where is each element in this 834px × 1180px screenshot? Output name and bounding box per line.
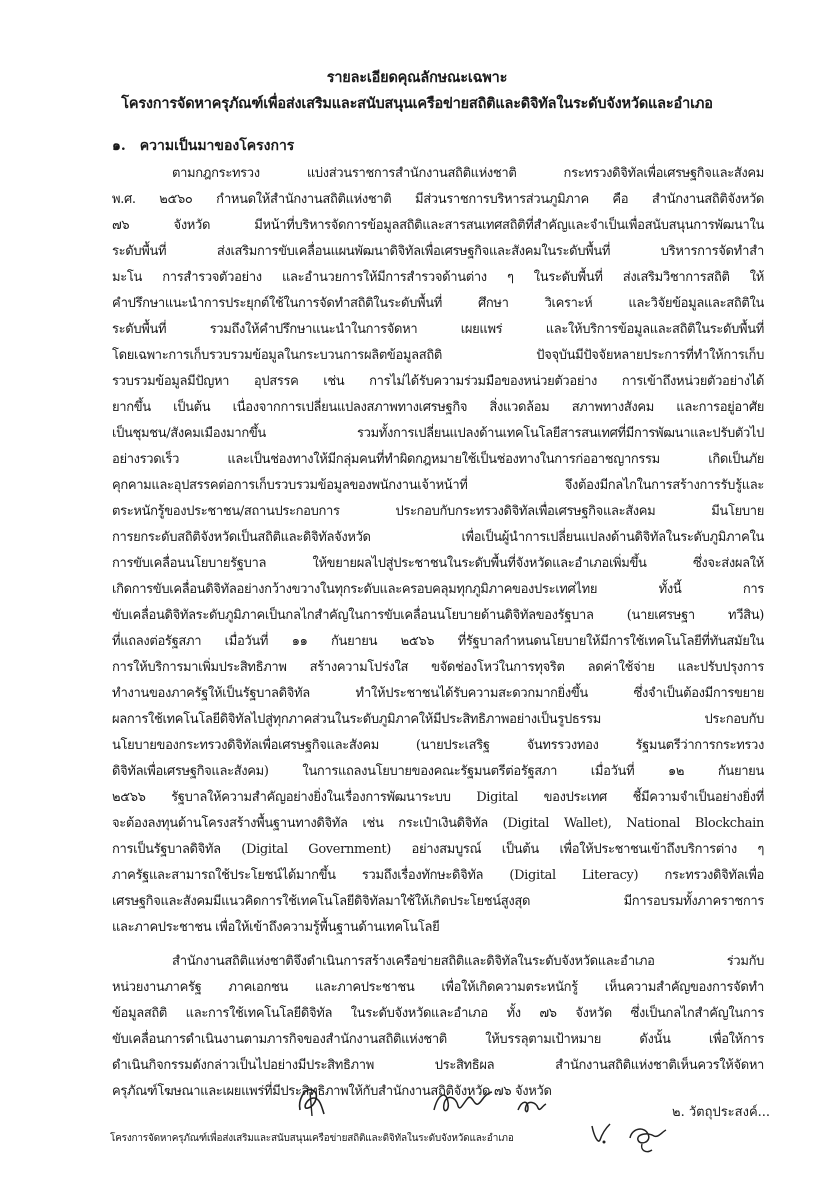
signature-initial-2 (428, 1084, 498, 1118)
paragraph-line: การขับเคลื่อนนโยบายรัฐบาล ให้ขยายผลไปสู่ประชาชนในระดับพื้นที่จังหวัดและอำเภอเพิ่มขึ้น ซึ่งจะส่งผลให้ (112, 556, 764, 571)
paragraph-line: ตามกฎกระทรวง แบ่งส่วนราชการสำนักงานสถิติแห่งชาติ กระทรวงดิจิทัลเพื่อเศรษฐกิจและสังคม (172, 166, 764, 181)
section-number: ๑. (112, 138, 126, 154)
paragraph-line: มะโน การสำรวจตัวอย่าง และอำนวยการให้มีการสำรวจด้านต่าง ๆ ในระดับพื้นที่ ส่งเสริมวิชาการสถิติ ให้ (112, 270, 764, 285)
paragraph-line: พ.ศ. ๒๕๖๐ กำหนดให้สำนักงานสถิติแห่งชาติ มีส่วนราชการบริหารส่วนภูมิภาค คือ สำนักงานสถิติจังหวัด (112, 192, 764, 207)
signature-initial-3 (514, 1094, 548, 1118)
paragraph-line: ระดับพื้นที่ รวมถึงให้คำปรึกษาแนะนำในการจัดหา เผยแพร่ และให้บริการข้อมูลและสถิติในระดับพื้นที่ (112, 322, 764, 337)
paragraph-line: รวบรวมข้อมูลมีปัญหา อุปสรรค เช่น การไม่ได้รับความร่วมมือของหน่วยตัวอย่าง การเข้าถึงหน่วยตัวอย่างได้ (112, 374, 764, 389)
paragraph-line: ขับเคลื่อนดิจิทัลระดับภูมิภาคเป็นกลไกสำคัญในการขับเคลื่อนนโยบายด้านดิจิทัลของรัฐบาล (นายเศรษฐา ทวีสิน) (112, 608, 764, 623)
paragraph-line: อย่างรวดเร็ว และเป็นช่องทางให้มีกลุ่มคนที่ทำผิดกฎหมายใช้เป็นช่องทางในการก่ออาชญากรรม เกิดเป็นภัย (112, 452, 764, 467)
paragraph-line: ที่แถลงต่อรัฐสภา เมื่อวันที่ ๑๑ กันยายน ๒๕๖๖ ที่รัฐบาลกำหนดนโยบายให้มีการใช้เทคโนโลยีที่ทันสมัยใน (112, 634, 764, 649)
paragraph-background (112, 161, 764, 941)
paragraph-line: ขับเคลื่อนการดำเนินงานตามภารกิจของสำนักงานสถิติแห่งชาติ ให้บรรลุตามเป้าหมาย ดังนั้น เพื่อให้การ (112, 1032, 764, 1047)
paragraph-line: หน่วยงานภาครัฐ ภาคเอกชน และภาคประชาชน เพื่อให้เกิดความตระหนักรู้ เห็นความสำคัญของการจัดทำ (112, 980, 764, 995)
paragraph-line: ระดับพื้นที่ ส่งเสริมการขับเคลื่อนแผนพัฒนาดิจิทัลเพื่อเศรษฐกิจและสังคมในระดับพื้นที่ บริหารการจัดทำสำ (112, 244, 764, 259)
paragraph-line: ๗๖ จังหวัด มีหน้าที่บริหารจัดการข้อมูลสถิติและสารสนเทศสถิติที่สำคัญและจำเป็นเพื่อสนับสนุนการพัฒนาใน (112, 218, 764, 233)
paragraph-line: เกิดการขับเคลื่อนดิจิทัลอย่างกว้างขวางในทุกระดับและครอบคลุมทุกภูมิภาคของประเทศไทย ทั้งนี้ การ (112, 582, 764, 597)
signature-initial-5 (622, 1118, 670, 1158)
paragraph-rationale (112, 949, 764, 1105)
signature-initial-1 (290, 1080, 338, 1120)
paragraph-line: จะต้องลงทุนด้านโครงสร้างพื้นฐานทางดิจิทัล เช่น กระเป๋าเงินดิจิทัล (Digital Wallet), National Blockchain (112, 816, 764, 831)
paragraph-line: ยากขึ้น เป็นต้น เนื่องจากการเปลี่ยนแปลงสภาพทางเศรษฐกิจ สิ่งแวดล้อม สภาพทางสังคม และการอยู่อาศัย (112, 400, 764, 415)
paragraph-line: ผลการใช้เทคโนโลยีดิจิทัลไปสู่ทุกภาคส่วนในระดับภูมิภาคให้มีประสิทธิภาพอย่างเป็นรูปธรรม ประกอบกับ (112, 712, 764, 727)
paragraph-line: ข้อมูลสถิติ และการใช้เทคโนโลยีดิจิทัล ในระดับจังหวัดและอำเภอ ทั้ง ๗๖ จังหวัด ซึ่งเป็นกลไกสำคัญในการ (112, 1006, 764, 1021)
paragraph-line: นโยบายของกระทรวงดิจิทัลเพื่อเศรษฐกิจและสังคม (นายประเสริฐ จันทรรวงทอง รัฐมนตรีว่าการกระทรวง (112, 738, 764, 753)
paragraph-line: สำนักงานสถิติแห่งชาติจึงดำเนินการสร้างเครือข่ายสถิติและดิจิทัลในระดับจังหวัดและอำเภอ ร่วมกับ (172, 954, 764, 969)
section-heading (112, 135, 308, 157)
paragraph-line: เป็นชุมชน/สังคมเมืองมากขึ้น รวมทั้งการเปลี่ยนแปลงด้านเทคโนโลยีสารสนเทศที่มีการพัฒนาและปรับตัวไป (112, 426, 764, 441)
next-page-indicator: ๒. วัตถุประสงค์... (672, 1105, 771, 1120)
paragraph-line: ดำเนินกิจกรรมดังกล่าวเป็นไปอย่างมีประสิทธิภาพ ประสิทธิผล สำนักงานสถิติแห่งชาติเห็นควรให้จัดหา (112, 1058, 764, 1073)
paragraph-line: ดิจิทัลเพื่อเศรษฐกิจและสังคม) ในการแถลงนโยบายของคณะรัฐมนตรีต่อรัฐสภา เมื่อวันที่ ๑๒ กันยายน (112, 764, 764, 779)
document-title: รายละเอียดคุณลักษณะเฉพาะ (326, 69, 508, 86)
paragraph-line: ภาครัฐและสามารถใช้ประโยชน์ได้มากขึ้น รวมถึงเรื่องทักษะดิจิทัล (Digital Literacy) กระทรวงดิจิทัลเพื่อ (112, 868, 764, 883)
paragraph-line: ตระหนักรู้ของประชาชน/สถานประกอบการ ประกอบกับกระทรวงดิจิทัลเพื่อเศรษฐกิจและสังคม มีนโยบาย (112, 504, 764, 519)
paragraph-line: การยกระดับสถิติจังหวัดเป็นสถิติและดิจิทัลจังหวัด เพื่อเป็นผู้นำการเปลี่ยนแปลงด้านดิจิทัลในระดับภูมิภาคใน (112, 530, 764, 545)
project-title: โครงการจัดหาครุภัณฑ์เพื่อส่งเสริมและสนับสนุนเครือข่ายสถิติและดิจิทัลในระดับจังหวัดและอำเภอ (121, 95, 713, 112)
paragraph-line: ทำงานของภาครัฐให้เป็นรัฐบาลดิจิทัล ทำให้ประชาชนได้รับความสะดวกมากยิ่งขึ้น ซึ่งจำเป็นต้องมีการขยาย (112, 686, 764, 701)
section-title: ความเป็นมาของโครงการ (139, 138, 295, 154)
page-footer: โครงการจัดหาครุภัณฑ์เพื่อส่งเสริมและสนับสนุนเครือข่ายสถิติและดิจิทัลในระดับจังหวัดและอำเภอ (110, 1133, 514, 1144)
signature-initial-4 (588, 1118, 616, 1148)
paragraph-line: คำปรึกษาแนะนำการประยุกต์ใช้ในการจัดทำสถิติในระดับพื้นที่ ศึกษา วิเคราะห์ และวิจัยข้อมูลและสถิติใน (112, 296, 764, 311)
paragraph-line: คุกคามและอุปสรรคต่อการเก็บรวบรวมข้อมูลของพนักงานเจ้าหน้าที่ จึงต้องมีกลไกในการสร้างการรับรู้และ (112, 478, 764, 493)
paragraph-line: และภาคประชาชน เพื่อให้เข้าถึงความรู้พื้นฐานด้านเทคโนโลยี (112, 920, 440, 935)
paragraph-line: โดยเฉพาะการเก็บรวบรวมข้อมูลในกระบวนการผลิตข้อมูลสถิติ ปัจจุบันมีปัจจัยหลายประการที่ทำให้การเก็บ (112, 348, 764, 363)
paragraph-line: การให้บริการมาเพิ่มประสิทธิภาพ สร้างความโปร่งใส ขจัดช่องโหว่ในการทุจริต ลดค่าใช้จ่าย และปรับปรุงการ (112, 660, 764, 675)
paragraph-line: การเป็นรัฐบาลดิจิทัล (Digital Government) อย่างสมบูรณ์ เป็นต้น เพื่อให้ประชาชนเข้าถึงบริการต่าง ๆ (112, 842, 764, 857)
paragraph-line: ครุภัณฑ์โฆษณาและเผยแพร่ที่มีประสิทธิภาพให้กับสำนักงานสถิติจังหวัด ๗๖ จังหวัด (112, 1084, 552, 1099)
paragraph-line: เศรษฐกิจและสังคมมีแนวคิดการใช้เทคโนโลยีดิจิทัลมาใช้ให้เกิดประโยชน์สูงสุด มีการอบรมทั้งภาคราชการ (112, 894, 764, 909)
paragraph-line: ๒๕๖๖ รัฐบาลให้ความสำคัญอย่างยิ่งในเรื่องการพัฒนาระบบ Digital ของประเทศ ชี้มีความจำเป็นอย่างยิ่งที่ (112, 790, 764, 805)
